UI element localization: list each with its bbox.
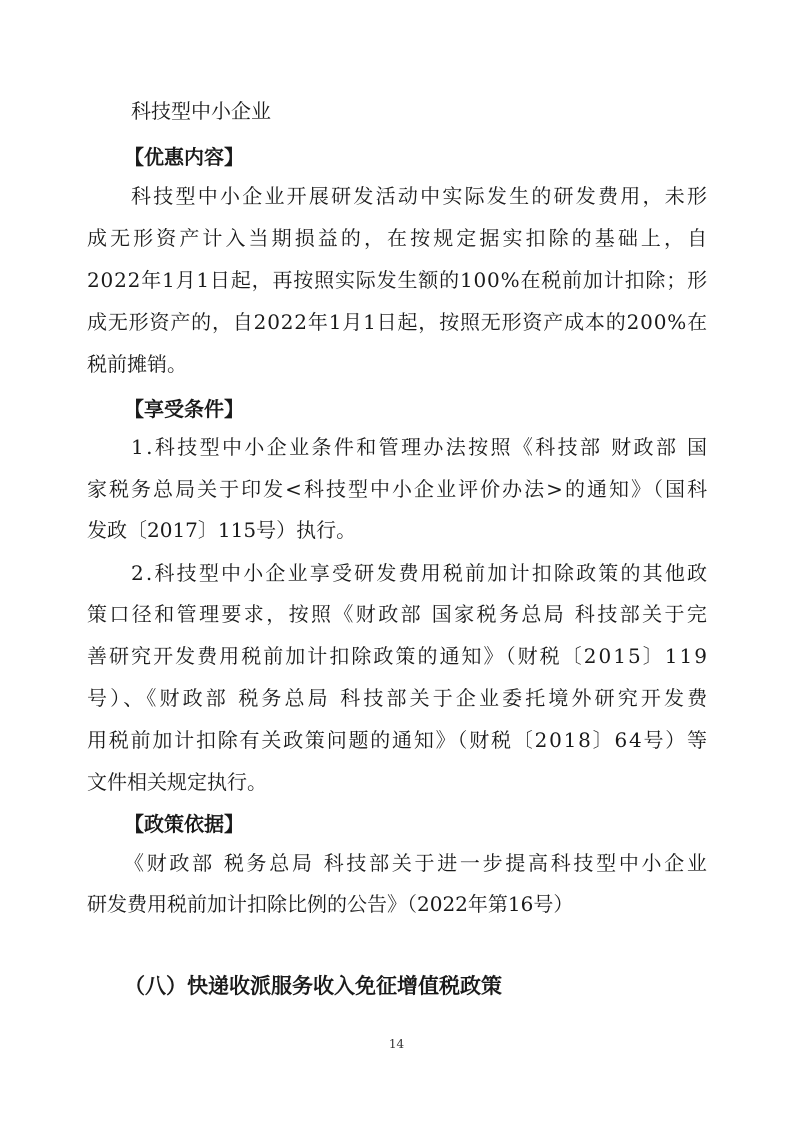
paragraph-line: 税前摊销。 xyxy=(87,352,187,376)
paragraph-line: 善研究开发费用税前加计扣除政策的通知》（财税〔2015〕119 xyxy=(87,644,710,668)
paragraph-line: 《财政部 税务总局 科技部关于进一步提高科技型中小企业 xyxy=(124,851,710,875)
paragraph-line: 成无形资产计入当期损益的，在按规定据实扣除的基础上，自 xyxy=(87,226,711,250)
section-heading-basis: 【政策依据】 xyxy=(124,812,244,836)
next-section-title: （八）快递收派服务收入免征增值税政策 xyxy=(124,974,502,998)
section-heading-conditions: 【享受条件】 xyxy=(124,397,244,421)
section-heading-benefit: 【优惠内容】 xyxy=(124,145,244,169)
page-number: 14 xyxy=(388,1037,405,1051)
paragraph-line: 用税前加计扣除有关政策问题的通知》（财税〔2018〕64号）等 xyxy=(87,728,709,752)
paragraph-line: 1.科技型中小企业条件和管理办法按照《科技部 财政部 国 xyxy=(131,435,710,459)
paragraph-line: 科技型中小企业开展研发活动中实际发生的研发费用，未形 xyxy=(131,184,710,208)
paragraph-line: 策口径和管理要求，按照《财政部 国家税务总局 科技部关于完 xyxy=(87,602,710,626)
paragraph-line: 文件相关规定执行。 xyxy=(87,770,267,794)
subject-line: 科技型中小企业 xyxy=(131,99,271,123)
paragraph-line: 家税务总局关于印发<科技型中小企业评价办法>的通知》（国科 xyxy=(87,477,710,501)
paragraph-line: 研发费用税前加计扣除比例的公告》（2022年第16号） xyxy=(87,892,574,916)
paragraph-line: 号）、《财政部 税务总局 科技部关于企业委托境外研究开发费 xyxy=(87,686,711,710)
paragraph-line: 成无形资产的，自2022年1月1日起，按照无形资产成本的200%在 xyxy=(87,310,708,334)
paragraph-line: 2.科技型中小企业享受研发费用税前加计扣除政策的其他政 xyxy=(131,561,710,585)
paragraph-line: 2022年1月1日起，再按照实际发生额的100%在税前加计扣除；形 xyxy=(87,268,708,292)
paragraph-line: 发政〔2017〕115号）执行。 xyxy=(87,518,357,542)
